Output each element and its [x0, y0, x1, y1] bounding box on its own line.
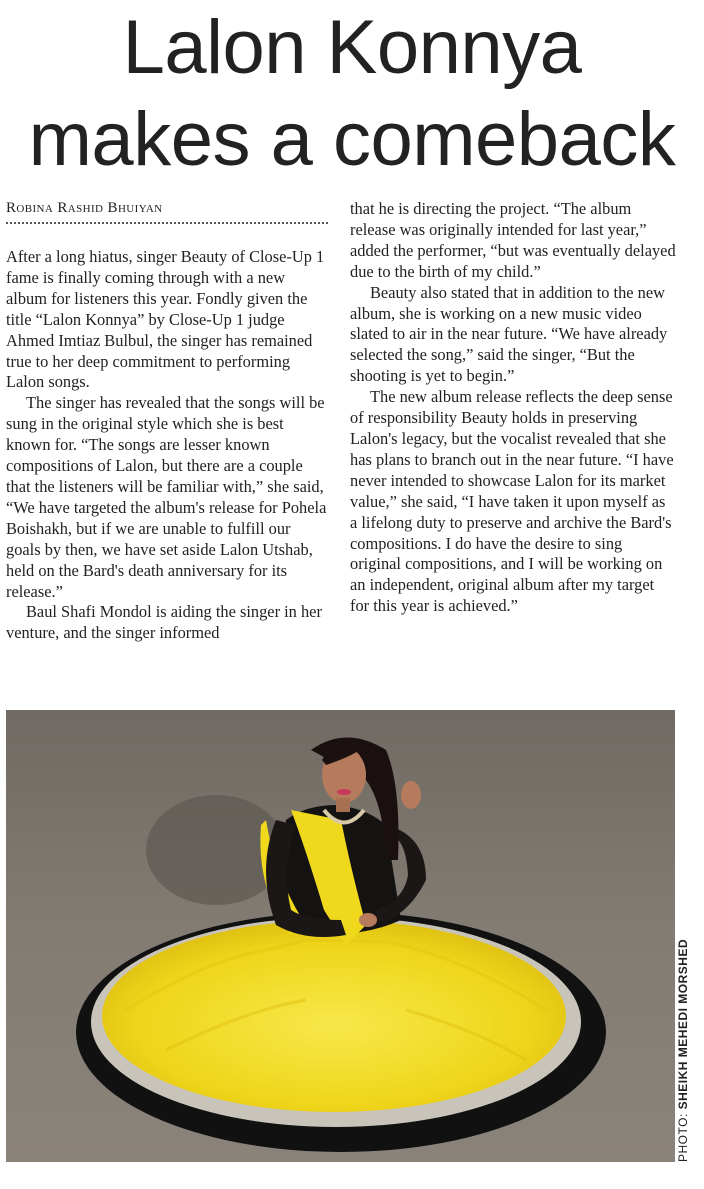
right-column: [350, 199, 676, 617]
byline: Robina Rashid Bhuiyan: [6, 200, 163, 216]
photo-credit-prefix: PHOTO:: [676, 1109, 690, 1162]
byline-divider: [6, 222, 328, 224]
photo-credit-name: SHEIKH MEHEDI MORSHED: [676, 938, 690, 1110]
singer-photo-illustration: [6, 710, 675, 1162]
left-paragraph-1: After a long hiatus, singer Beauty of Close-Up 1 fame is finally coming through with a new album for listeners this year. Fondly given the title “Lalon Konnya” by Close-Up 1 judge Ahmed Imtiaz Bulbul, the singer has remained true to her deep commitment to performing Lalon songs.: [6, 247, 325, 392]
dress-yellow-skirt: [102, 920, 566, 1112]
headline: [0, 2, 704, 186]
headline-line-2: makes a comeback: [28, 97, 676, 182]
left-paragraph-2: The singer has revealed that the songs will be sung in the original style which she is best known for. “The songs are lesser known compositions of Lalon, but there are a couple that the listeners will be familiar with,” she said, “We have targeted the album's release for Pohela Boishakh, but if we are unable to fulfill our goals by then, we have set aside Lalon Utshab, held on the Bard's death anniversary for its release.”: [6, 393, 327, 601]
right-paragraph-1: that he is directing the project. “The album release was originally intended for last year,” added the performer, “but was eventually delayed due to the birth of my child.”: [350, 199, 676, 281]
headline-line-1: Lalon Konnya: [122, 5, 582, 90]
hand: [401, 781, 421, 809]
article-photo: [6, 710, 675, 1162]
photo-credit: [672, 902, 694, 1162]
right-paragraph-3: The new album release reflects the deep sense of responsibility Beauty holds in preserving Lalon's legacy, but the vocalist revealed that she has plans to branch out in the near future. “I have never intended to showcase Lalon for its market value,” she said, “I have taken it upon myself as a lifelong duty to preserve and archive the Bard's compositions. I do have the desire to sing original compositions, and I will be working on an independent, original album after my target for this year is achieved.”: [350, 387, 674, 616]
left-column: [6, 247, 328, 644]
left-paragraph-3: Baul Shafi Mondol is aiding the singer in her venture, and the singer informed: [6, 602, 322, 643]
right-paragraph-2: Beauty also stated that in addition to the new album, she is working on a new music video slated to air in the near future. “We have already selected the song,” said the singer, “But the shooting is yet to begin.”: [350, 282, 668, 386]
